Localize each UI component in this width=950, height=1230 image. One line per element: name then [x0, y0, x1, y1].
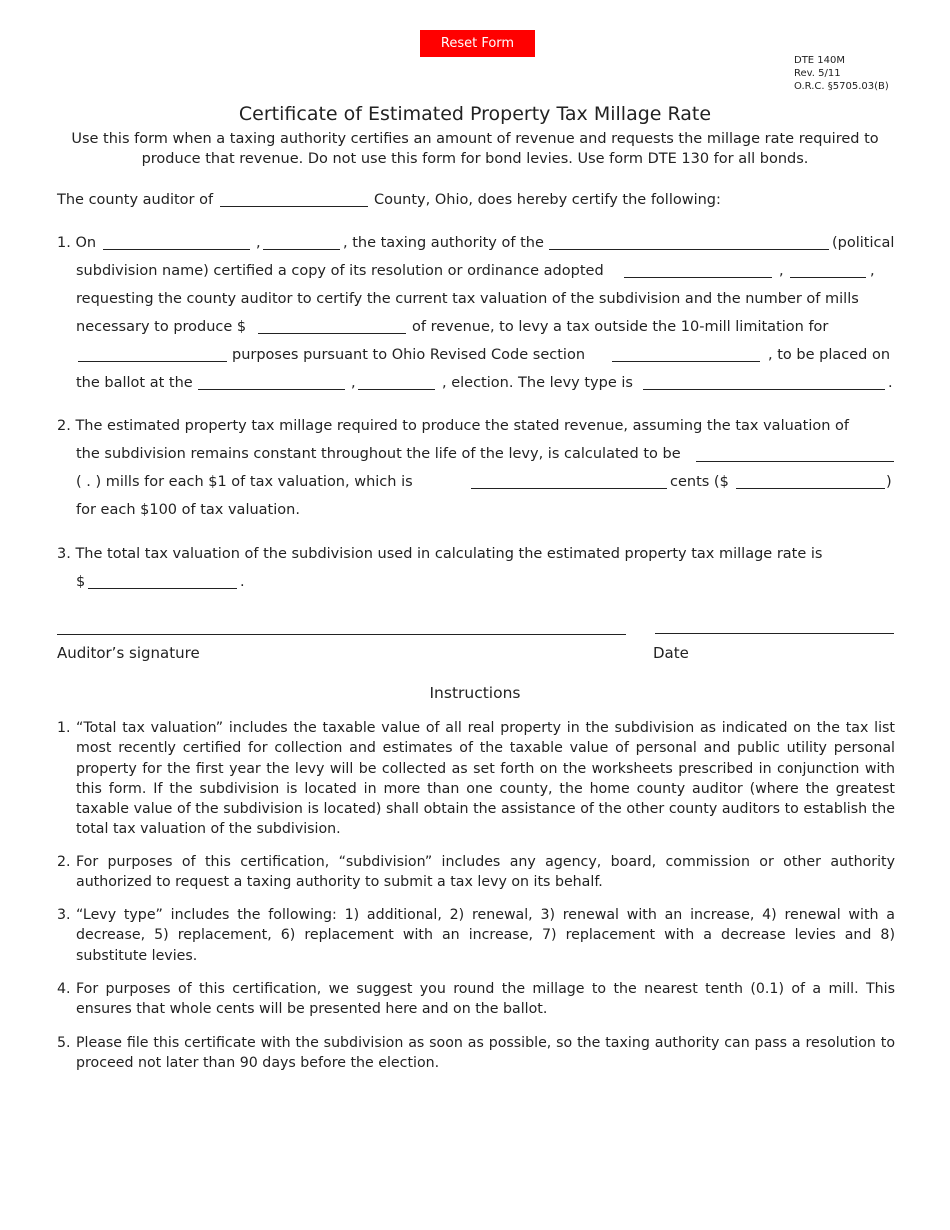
item1-line3: requesting the county auditor to certify the current tax valuation of the subdivision and the number of mills — [76, 291, 859, 307]
date-line[interactable] — [655, 633, 894, 634]
item1-line6c: , election. The levy type is — [442, 375, 633, 391]
instruction-text: For purposes of this certification, “subdivision” includes any agency, board, commission or other authority authorized to request a taxing authority to submit a tax levy on its behalf. — [76, 854, 895, 891]
auditor-signature-line[interactable] — [57, 634, 626, 635]
total-valuation-field[interactable] — [88, 588, 237, 589]
levy-purpose-field[interactable] — [78, 361, 227, 362]
page-subtitle: Use this form when a taxing authority certifies an amount of revenue and requests the millage rate required to produce that revenue. Do not use this form for bond levies. Use form DTE 130 for all bonds. — [71, 131, 879, 167]
resolution-year-field[interactable] — [790, 277, 866, 278]
item2-line1: 2. The estimated property tax millage required to produce the stated revenue, assuming the tax valuation of — [57, 418, 850, 434]
instruction-number: 5. — [57, 1035, 71, 1051]
instruction-number: 2. — [57, 854, 71, 870]
instruction-number: 3. — [57, 907, 71, 923]
item1-political: (political — [832, 235, 895, 251]
item2-line2: the subdivision remains constant throughout the life of the levy, is calculated to be — [76, 446, 681, 462]
item1-line4a: necessary to produce $ — [76, 319, 247, 335]
item1-on: 1. On — [57, 235, 97, 251]
cents-amount-field[interactable] — [736, 488, 885, 489]
instructions-title: Instructions — [429, 684, 521, 702]
instruction-item — [57, 852, 895, 893]
page-title: Certificate of Estimated Property Tax Millage Rate — [238, 103, 712, 125]
item2-line4: for each $100 of tax valuation. — [76, 502, 300, 518]
item1-comma: , — [256, 235, 261, 251]
instruction-text: “Total tax valuation” includes the taxable value of all real property in the subdivision as indicated on the tax list most recently certified for collection and estimates of the taxable value of personal and public utility personal property for the first year the levy will be collected as set forth on the worksheets prescribed in conjunction with this form. If the subdivision is located in more than one county, the home county auditor (where the greatest taxable value of the subdivision is located) shall obtain the assistance of the other county auditors to establish the total tax valuation of the subdivision. — [76, 720, 895, 838]
item1-line2: subdivision name) certified a copy of its resolution or ordinance adopted — [76, 263, 604, 279]
county-field[interactable] — [220, 206, 368, 207]
instruction-number: 4. — [57, 981, 71, 997]
instruction-text: “Levy type” includes the following: 1) additional, 2) renewal, 3) renewal with an increase, 4) renewal with a decrease, 5) replacement, 6) replacement with an increase, 7) replacement with a decrease levies and 8) substitute levies. — [76, 907, 895, 964]
orc-section-field[interactable] — [612, 361, 760, 362]
auditor-signature-label: Auditor’s signature — [57, 644, 200, 662]
instruction-item — [57, 1033, 895, 1074]
item3-period: . — [240, 574, 245, 590]
instruction-number: 1. — [57, 720, 71, 736]
instruction-text: Please file this certificate with the subdivision as soon as possible, so the taxing authority can pass a resolution to proceed not later than 90 days before the election. — [76, 1035, 895, 1072]
item1-line6b: , — [351, 375, 356, 391]
reset-form-button[interactable]: Reset Form — [420, 30, 535, 57]
item1-year-field[interactable] — [263, 249, 340, 250]
cents-words-field[interactable] — [471, 488, 667, 489]
item3-dollar: $ — [76, 574, 86, 590]
instruction-item — [57, 979, 895, 1020]
item1-line2-comma1: , — [779, 263, 784, 279]
item2-line3c: ) — [886, 474, 892, 490]
intro-prefix: The county auditor of — [57, 192, 214, 208]
date-label: Date — [653, 644, 689, 662]
form-revision: Rev. 5/11 — [794, 68, 841, 79]
item1-line6d: . — [888, 375, 893, 391]
election-year-field[interactable] — [358, 389, 435, 390]
levy-type-field[interactable] — [643, 389, 885, 390]
item1-authority-text: , the taxing authority of the — [343, 235, 544, 251]
item2-line3b: cents ($ — [670, 474, 729, 490]
item1-month-day-field[interactable] — [103, 249, 250, 250]
revenue-amount-field[interactable] — [258, 333, 406, 334]
form-number: DTE 140M — [794, 55, 846, 66]
item1-line6a: the ballot at the — [76, 375, 193, 391]
instruction-item — [57, 905, 895, 966]
form-statute: O.R.C. §5705.03(B) — [794, 81, 889, 92]
item2-line3a: ( . ) mills for each $1 of tax valuation, which is — [76, 474, 413, 490]
item1-line2-comma2: , — [870, 263, 875, 279]
intro-suffix: County, Ohio, does hereby certify the following: — [374, 192, 721, 208]
resolution-date-field[interactable] — [624, 277, 772, 278]
item1-line5a: purposes pursuant to Ohio Revised Code section — [232, 347, 586, 363]
millage-words-field[interactable] — [696, 461, 894, 462]
item1-line5b: , to be placed on — [768, 347, 891, 363]
item1-line4b: of revenue, to levy a tax outside the 10-mill limitation for — [412, 319, 829, 335]
instruction-item — [57, 718, 895, 840]
instruction-text: For purposes of this certification, we suggest you round the millage to the nearest tenth (0.1) of a mill. This ensures that whole cents will be presented here and on the ballot. — [76, 981, 895, 1018]
item3-line1: 3. The total tax valuation of the subdivision used in calculating the estimated property tax millage rate is — [57, 546, 823, 562]
subdivision-name-field[interactable] — [549, 249, 829, 250]
election-date-field[interactable] — [198, 389, 345, 390]
form-identifier — [794, 54, 889, 93]
